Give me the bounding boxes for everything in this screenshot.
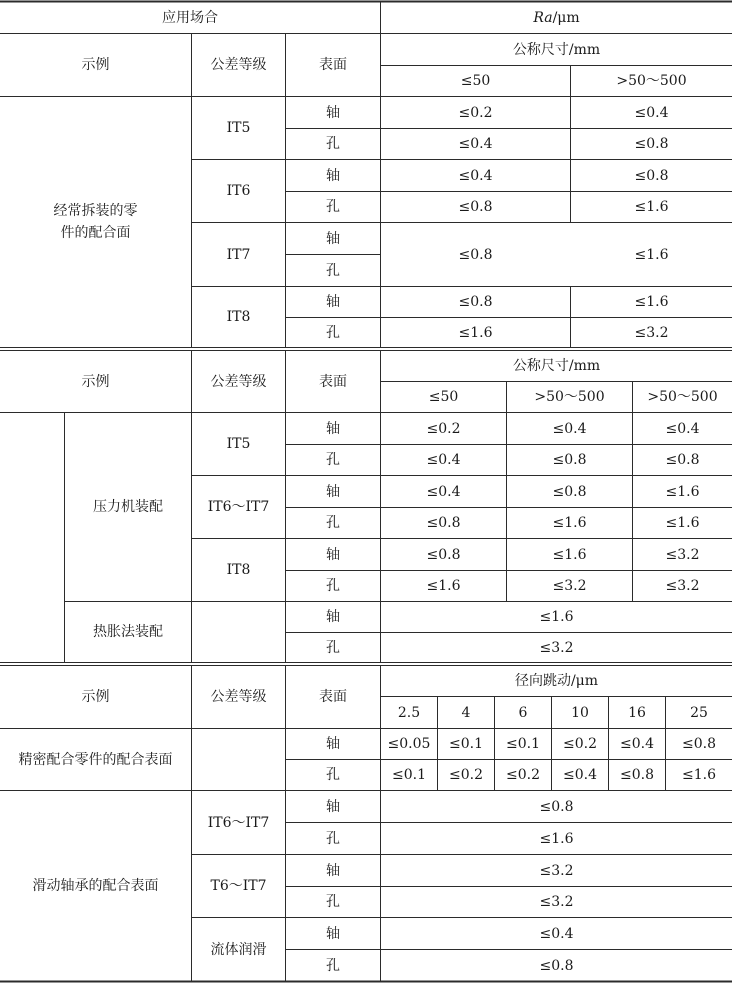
surface-shaft: 轴 — [326, 798, 340, 815]
table-cell: ≤1.6 — [665, 515, 700, 531]
table-cell: ≤1.6 — [552, 546, 587, 563]
table-cell-merged: ≤1.6 — [539, 609, 574, 625]
s3-surface-header: 表面 — [319, 689, 347, 705]
surface-hole: 孔 — [326, 515, 340, 531]
s3-grade: IT6～IT7 — [207, 814, 270, 831]
s3-grade-header: 公差等级 — [210, 689, 267, 705]
table-cell: ≤0.4 — [458, 136, 493, 152]
table-cell: ≤1.6 — [634, 199, 669, 215]
surface-hole: 孔 — [326, 830, 340, 847]
s2-surface-header: 表面 — [319, 373, 347, 390]
table-cell-merged: ≤1.6 — [634, 246, 669, 263]
table-cell: ≤0.05 — [387, 736, 431, 752]
table-cell-merged: ≤1.6 — [539, 830, 574, 847]
table-cell: ≤0.8 — [426, 546, 461, 563]
surface-hole: 孔 — [326, 262, 340, 279]
table-cell: ≤0.8 — [620, 767, 654, 783]
s3-col-header: 2.5 — [397, 704, 421, 721]
surface-shaft: 轴 — [326, 167, 340, 184]
ra-unit: /μm — [552, 9, 580, 26]
table-cell: ≤0.8 — [426, 515, 461, 531]
table-cell: ≤0.2 — [458, 104, 493, 121]
table-cell: ≤3.2 — [665, 578, 700, 594]
surface-shaft: 轴 — [326, 294, 340, 310]
s3-col-header: 16 — [628, 704, 646, 721]
table-cell: ≤0.4 — [620, 736, 654, 752]
table-cell: ≤0.2 — [563, 736, 597, 752]
s2-grade: IT8 — [226, 562, 251, 578]
surface-shaft: 轴 — [326, 862, 340, 879]
table-cell: ≤1.6 — [634, 294, 669, 310]
surface-hole: 孔 — [326, 136, 340, 152]
surface-shaft: 轴 — [326, 483, 340, 500]
table-cell: ≤0.8 — [458, 199, 493, 215]
s2-press-fit: 压力机装配 — [93, 499, 163, 515]
table-cell: ≤0.8 — [458, 294, 493, 310]
s2-grade: IT6～IT7 — [207, 499, 270, 515]
surface-shaft: 轴 — [326, 736, 340, 752]
s3-col-header: 4 — [461, 704, 471, 721]
table-cell: ≤0.2 — [449, 767, 483, 783]
surface-hole: 孔 — [326, 199, 340, 215]
table-cell: ≤0.4 — [458, 167, 493, 184]
surface-shaft: 轴 — [326, 230, 340, 247]
table-cell: ≤0.4 — [563, 767, 597, 783]
s3-example-header: 示例 — [81, 689, 110, 705]
surface-hole: 孔 — [326, 639, 340, 656]
surface-shaft: 轴 — [326, 104, 340, 121]
table-cell: ≤0.4 — [665, 420, 700, 437]
table-cell: ≤1.6 — [665, 483, 700, 500]
table-cell: ≤3.2 — [665, 546, 700, 563]
table-cell: ≤1.6 — [426, 578, 461, 594]
s1-grade: IT7 — [226, 246, 251, 263]
table-cell-merged: ≤3.2 — [539, 639, 574, 656]
table-cell: ≤0.8 — [552, 452, 587, 468]
surface-hole: 孔 — [326, 957, 340, 974]
table-cell: ≤0.1 — [449, 736, 483, 752]
table-cell: ≤0.4 — [552, 420, 587, 437]
s1-nominal-size-header: 公称尺寸/mm — [512, 41, 601, 58]
s2-col-header: ≤50 — [428, 389, 459, 405]
s1-grade: IT8 — [226, 309, 251, 325]
surface-hole: 孔 — [326, 324, 340, 341]
table-cell-merged: ≤0.4 — [539, 925, 574, 942]
table-cell-merged: ≤3.2 — [539, 862, 574, 879]
surface-shaft: 轴 — [326, 546, 340, 563]
table-cell: ≤0.8 — [682, 736, 716, 752]
header-application: 应用场合 — [162, 9, 218, 26]
table-cell: ≤1.6 — [682, 767, 716, 783]
s3-col-header: 25 — [690, 704, 708, 721]
s3-radial-runout-header: 径向跳动/μm — [514, 673, 599, 689]
table-cell: ≤3.2 — [552, 578, 587, 594]
s3-grade: T6～IT7 — [210, 878, 267, 894]
s2-nominal-size-header: 公称尺寸/mm — [512, 358, 601, 374]
table-cell: ≤3.2 — [634, 324, 669, 341]
s3-grade: 流体润滑 — [210, 941, 267, 958]
s2-grade: IT5 — [226, 436, 251, 452]
s2-grade-header: 公差等级 — [210, 373, 267, 390]
header-ra-unit — [381, 2, 732, 33]
table-cell: ≤1.6 — [458, 324, 493, 341]
s2-col-header: >50～500 — [534, 389, 605, 405]
table-cell-merged: ≤0.8 — [539, 957, 574, 974]
s3-col-header: 6 — [518, 704, 528, 721]
table-cell: ≤0.2 — [506, 767, 540, 783]
s1-grade: IT6 — [226, 183, 251, 199]
s2-col-header: >50～500 — [647, 389, 718, 405]
table-cell-merged: ≤3.2 — [539, 894, 574, 910]
s1-grade-header: 公差等级 — [210, 57, 267, 73]
s2-thermal-fit: 热胀法装配 — [93, 624, 163, 640]
s1-example-frequent-disassembly: 经常拆装的零件的配合面 — [53, 203, 138, 241]
table-cell-merged: ≤0.8 — [458, 246, 493, 263]
s1-col-header: ≤50 — [460, 73, 491, 89]
s3-precision-example: 精密配合零件的配合表面 — [18, 751, 173, 768]
s1-surface-header: 表面 — [319, 57, 347, 73]
table-cell-merged: ≤0.8 — [539, 798, 574, 815]
table-cell: ≤0.8 — [552, 483, 587, 500]
table-cell: ≤0.4 — [426, 452, 461, 468]
s1-example-header: 示例 — [81, 57, 110, 73]
ra-symbol: Ra — [533, 9, 553, 26]
table-cell: ≤0.1 — [392, 767, 426, 783]
s3-col-header: 10 — [571, 704, 589, 721]
surface-hole: 孔 — [326, 452, 340, 468]
surface-shaft: 轴 — [326, 420, 340, 437]
table-cell: ≤0.2 — [426, 420, 461, 437]
table-cell: ≤0.8 — [634, 167, 669, 184]
table-cell: ≤0.8 — [665, 452, 700, 468]
surface-shaft: 轴 — [326, 925, 340, 942]
table-cell: ≤1.6 — [552, 515, 587, 531]
table-cell: ≤0.4 — [634, 104, 669, 121]
table-cell: ≤0.8 — [634, 136, 669, 152]
s1-grade: IT5 — [226, 120, 251, 136]
s2-example-header: 示例 — [81, 373, 110, 390]
s3-sliding-bearing-example: 滑动轴承的配合表面 — [32, 878, 159, 894]
surface-shaft: 轴 — [326, 609, 340, 625]
s1-col-header: >50～500 — [616, 73, 687, 89]
surface-hole: 孔 — [326, 767, 340, 783]
surface-hole: 孔 — [326, 894, 340, 910]
table-cell: ≤0.1 — [506, 736, 540, 752]
table-cell: ≤0.4 — [426, 483, 461, 500]
surface-hole: 孔 — [326, 578, 340, 594]
